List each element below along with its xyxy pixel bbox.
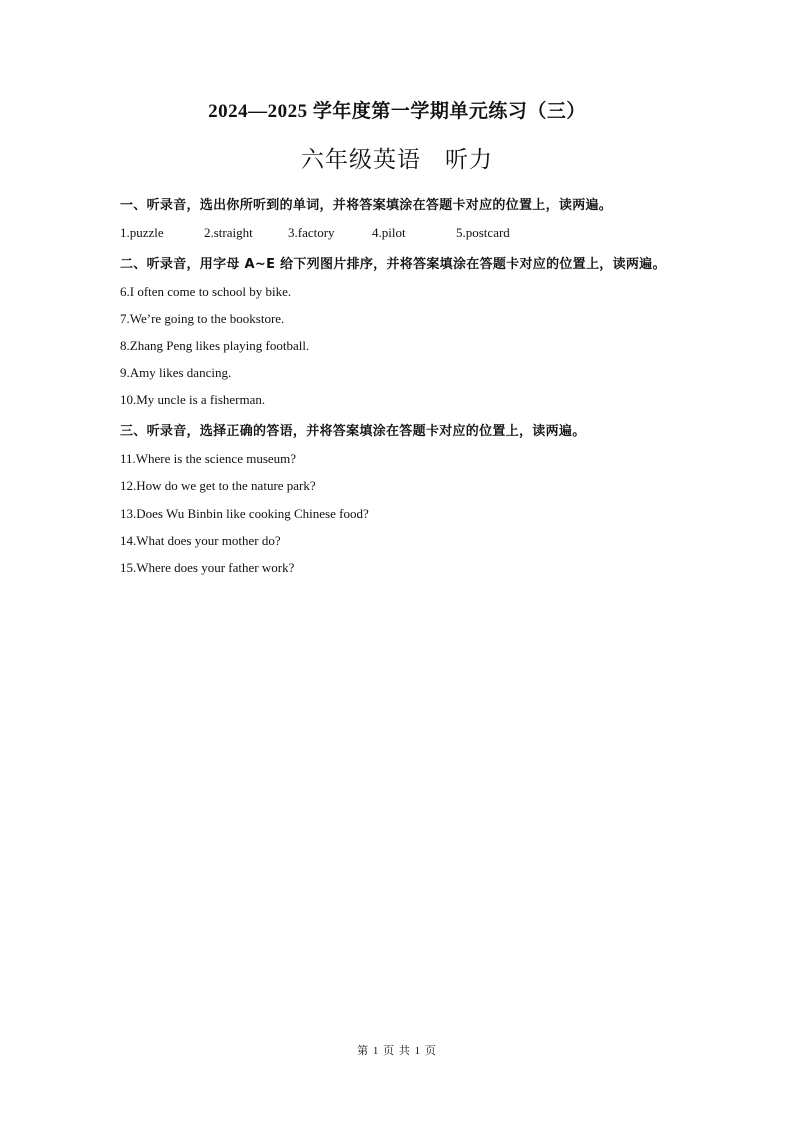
word-item: 3.factory	[288, 225, 335, 240]
question-item: 15.Where does your father work?	[120, 560, 295, 575]
page-footer: 第 1 页 共 1 页	[357, 1045, 437, 1057]
question-item: 14.What does your mother do?	[120, 533, 281, 548]
word-item: 5.postcard	[456, 225, 510, 240]
question-item: 11.Where is the science museum?	[120, 451, 297, 466]
section-3-heading: 三、听录音，选择正确的答语，并将答案填涂在答题卡对应的位置上，读两遍。	[120, 424, 586, 439]
document-subtitle: 六年级英语 听力	[301, 147, 493, 172]
sentence-item: 6.I often come to school by bike.	[120, 284, 292, 299]
word-item: 4.pilot	[372, 225, 406, 240]
sentence-item: 9.Amy likes dancing.	[120, 365, 232, 380]
sentence-item: 7.We’re going to the bookstore.	[120, 311, 285, 326]
section-2-heading: 二、听录音，用字母 A~E 给下列图片排序，并将答案填涂在答题卡对应的位置上，读两遍。	[120, 257, 666, 272]
sentence-item: 8.Zhang Peng likes playing football.	[120, 338, 310, 353]
question-item: 13.Does Wu Binbin like cooking Chinese food?	[120, 506, 369, 521]
question-item: 12.How do we get to the nature park?	[120, 478, 316, 493]
word-item: 1.puzzle	[120, 225, 164, 240]
section-1-heading: 一、听录音，选出你所听到的单词，并将答案填涂在答题卡对应的位置上，读两遍。	[120, 198, 613, 213]
word-item: 2.straight	[204, 225, 253, 240]
sentence-item: 10.My uncle is a fisherman.	[120, 392, 266, 407]
document-title: 2024—2025 学年度第一学期单元练习（三）	[208, 101, 586, 122]
